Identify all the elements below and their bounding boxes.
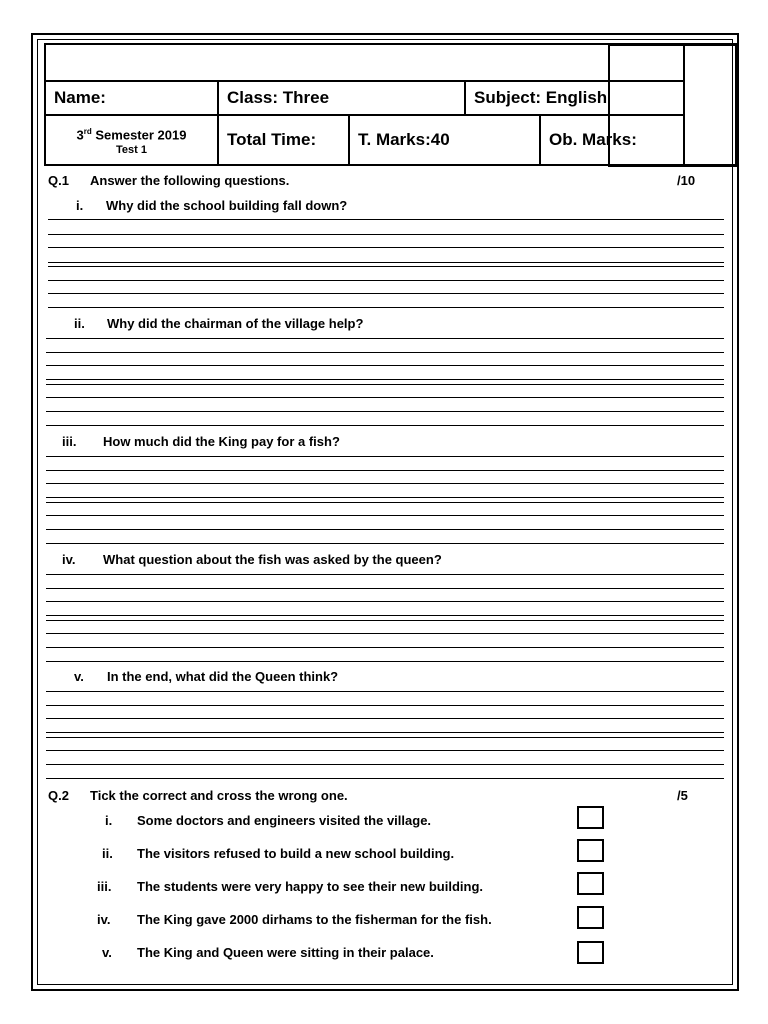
q1-number: Q.1	[48, 173, 69, 188]
q2-numeral-iii: iii.	[97, 879, 112, 894]
tick-box-i[interactable]	[577, 806, 604, 829]
obtained-marks-field[interactable]: Ob. Marks:	[540, 115, 684, 165]
q2-numeral-i: i.	[105, 813, 113, 828]
q1-marks: /10	[677, 173, 696, 188]
q2-numeral-v: v.	[102, 945, 112, 960]
q1-numeral-i: i.	[76, 198, 84, 213]
q1-question-ii: Why did the chairman of the village help?	[107, 316, 364, 331]
tick-box-ii[interactable]	[577, 839, 604, 862]
q1-question-iv: What question about the fish was asked by the queen?	[103, 552, 442, 567]
name-field[interactable]: Name:	[45, 81, 218, 115]
q1-numeral-ii: ii.	[74, 316, 85, 331]
q1-question-v: In the end, what did the Queen think?	[107, 669, 339, 684]
tick-box-iii[interactable]	[577, 872, 604, 895]
q2-marks: /5	[677, 788, 688, 803]
class-field: Class: Three	[218, 81, 465, 115]
test-label: Test 1	[116, 143, 147, 156]
q1-numeral-v: v.	[74, 669, 84, 684]
semester-label: 3rd Semester 2019	[76, 127, 187, 143]
subject-field: Subject: English	[465, 81, 684, 115]
semester-cell	[45, 115, 218, 165]
q1-question-iii: How much did the King pay for a fish?	[103, 434, 340, 449]
header-table	[44, 43, 685, 166]
q1-instruction: Answer the following questions.	[90, 173, 290, 188]
header-blank-cell	[45, 44, 684, 81]
header-side-box	[608, 43, 738, 167]
q2-numeral-ii: ii.	[102, 846, 113, 861]
total-marks-field: T. Marks:40	[349, 115, 540, 165]
q2-number: Q.2	[48, 788, 69, 803]
q2-numeral-iv: iv.	[97, 912, 111, 927]
q2-statement-iii: The students were very happy to see their new building.	[137, 879, 484, 894]
q1-numeral-iv: iv.	[62, 552, 76, 567]
q2-statement-ii: The visitors refused to build a new school building.	[137, 846, 455, 861]
q2-statement-i: Some doctors and engineers visited the village.	[137, 813, 432, 828]
q2-statement-iv: The King gave 2000 dirhams to the fisherman for the fish.	[137, 912, 492, 927]
tick-box-v[interactable]	[577, 941, 604, 964]
total-time-field[interactable]: Total Time:	[218, 115, 349, 165]
tick-box-iv[interactable]	[577, 906, 604, 929]
q1-numeral-iii: iii.	[62, 434, 77, 449]
q2-statement-v: The King and Queen were sitting in their palace.	[137, 945, 434, 960]
q2-instruction: Tick the correct and cross the wrong one.	[90, 788, 348, 803]
q1-question-i: Why did the school building fall down?	[106, 198, 348, 213]
